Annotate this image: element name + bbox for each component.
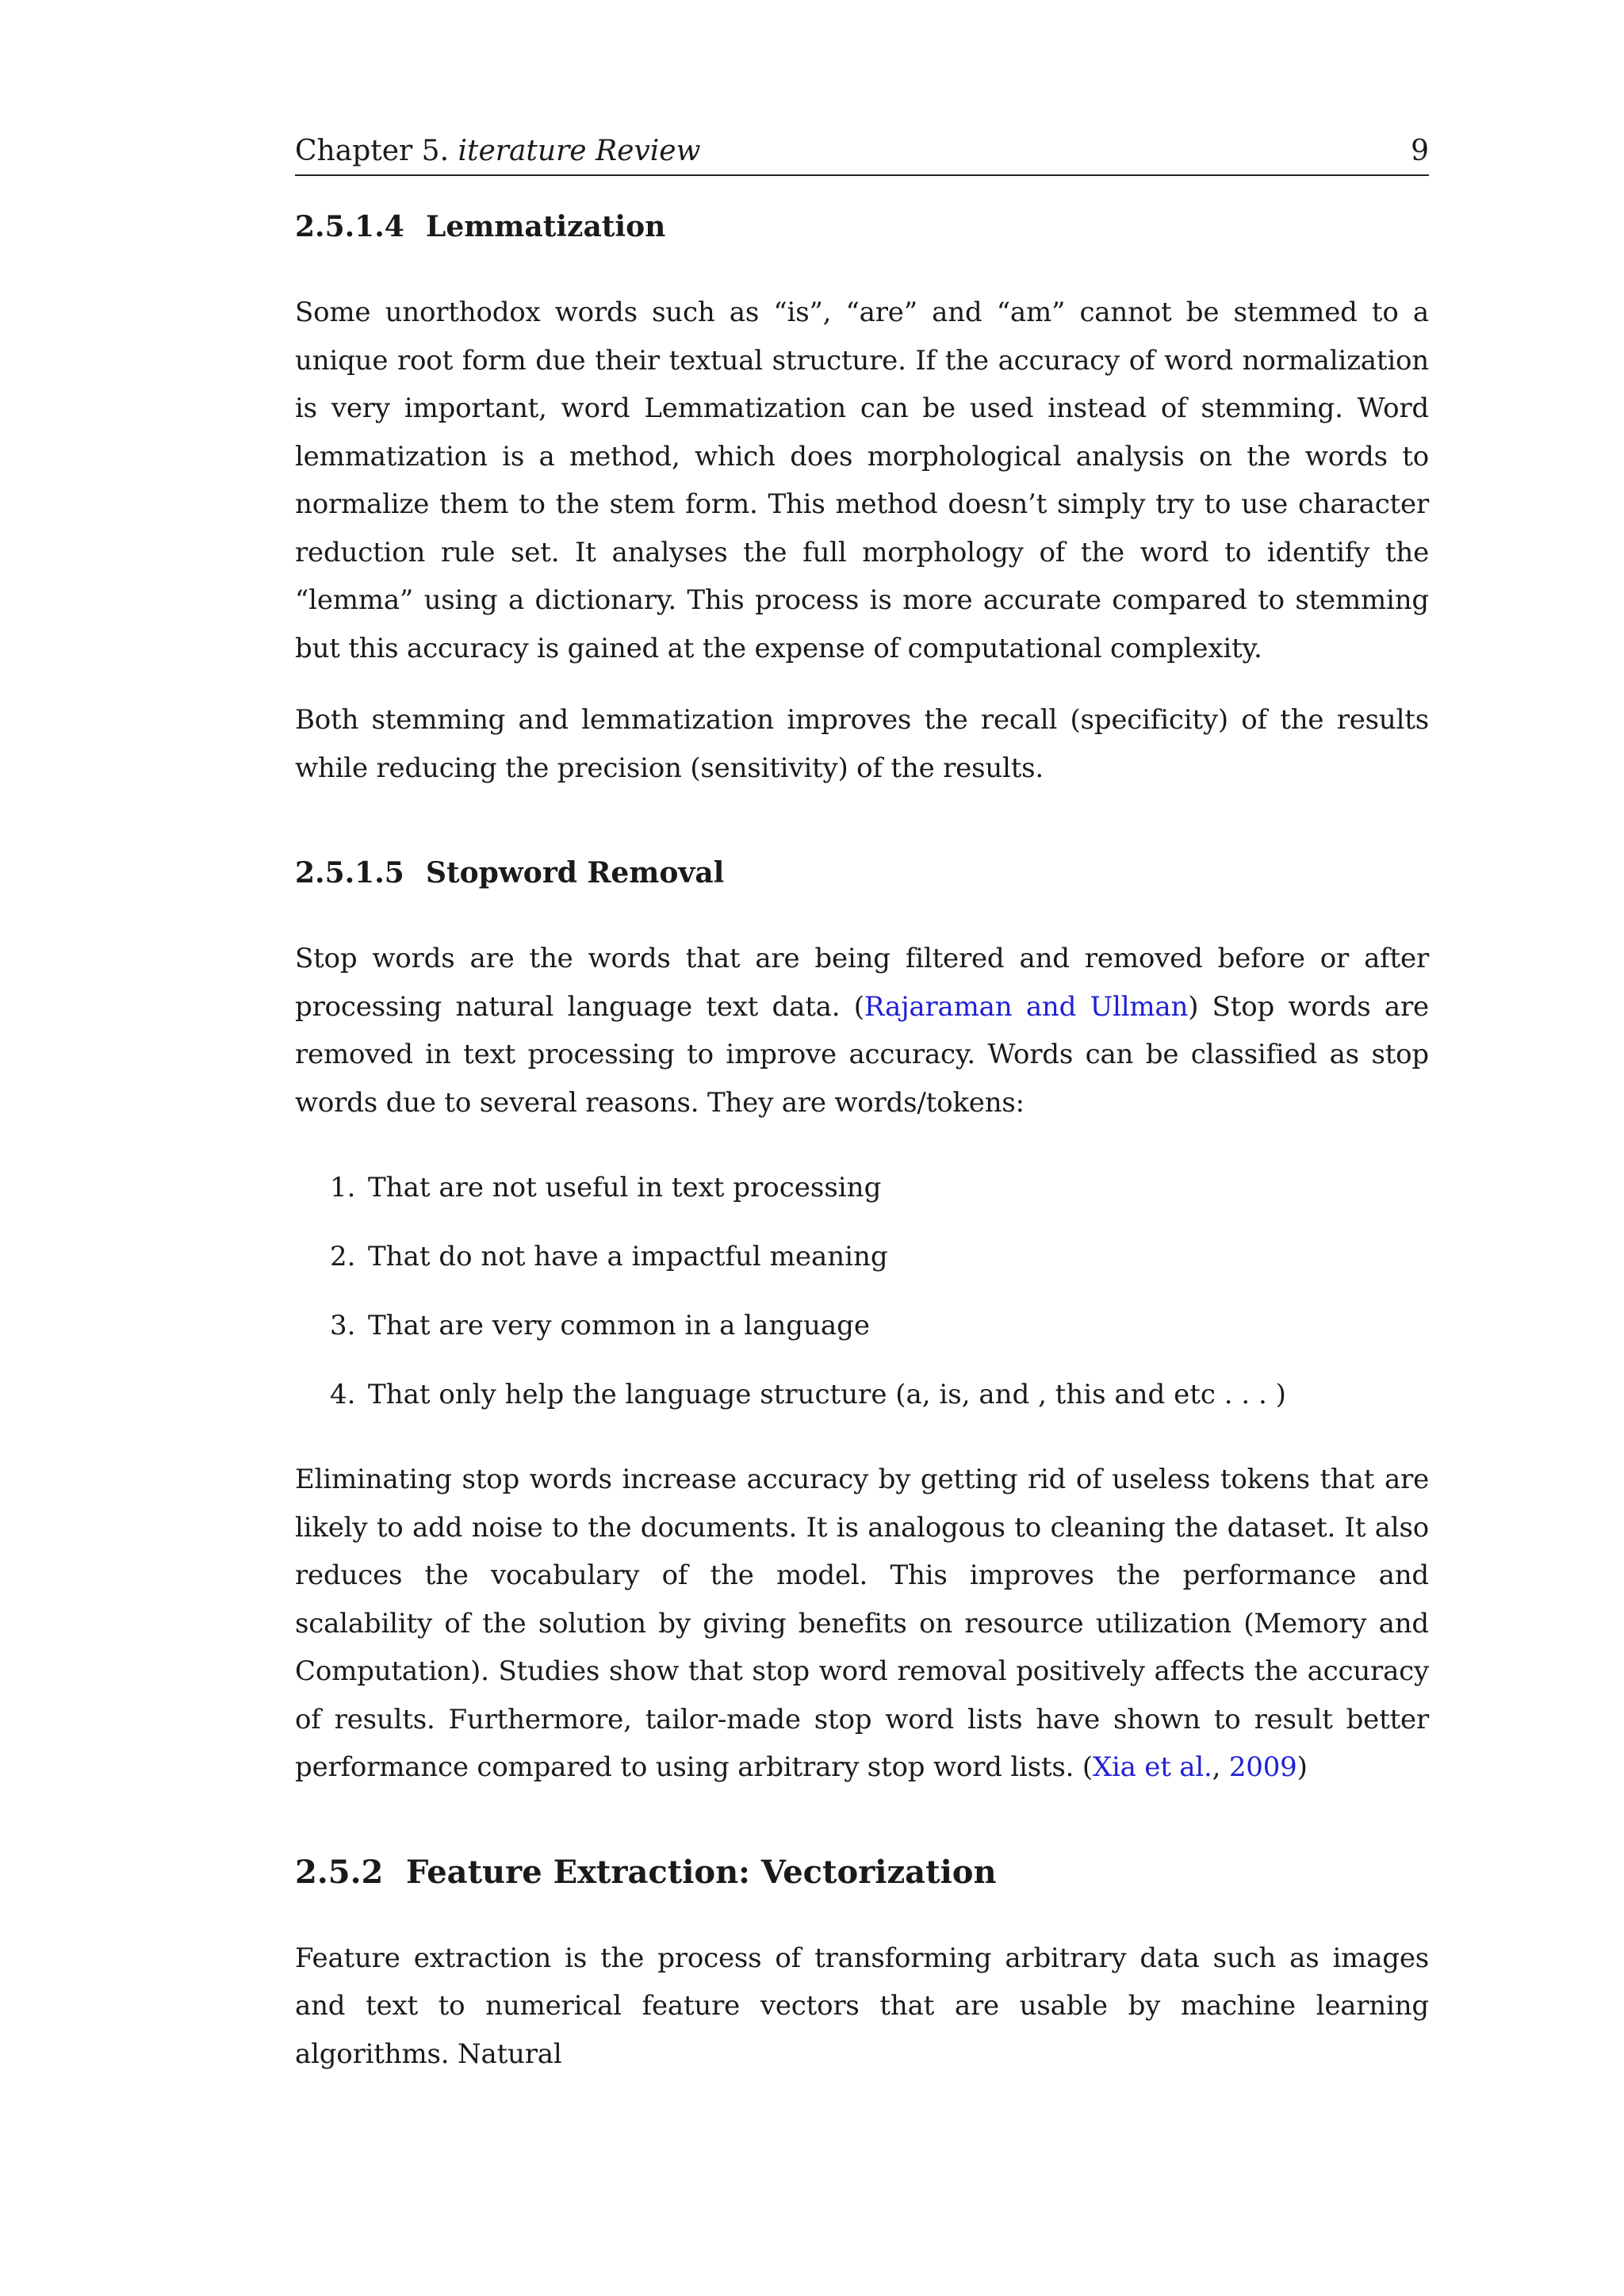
paper-page <box>295 128 1429 2078</box>
list-marker: 1. <box>330 1172 356 1203</box>
stopword-paragraph-1: Stop words are the words that are being filtered and removed before or after processing natural language text data. (Rajaraman and Ullman) Stop words are removed in text processing to improve accuracy. Words can be classified as stop words due to several reasons. They are words/tokens: <box>295 943 1429 1119</box>
feature-extraction-paragraph-1: Feature extraction is the process of transforming arbitrary data such as images and text to numerical feature vectors that are usable by machine learning algorithms. Natural <box>295 1942 1429 2070</box>
section-number: 2.5.1.5 <box>295 856 404 890</box>
lemmatization-paragraph-1: Some unorthodox words such as “is”, “are” and “am” cannot be stemmed to a unique root form due their textual structure. If the accuracy of word normalization is very important, word Lemmatization can be used instead of stemming. Word lemmatization is a method, which does morphological analysis on the words to normalize them to the stem form. This method doesn’t simply try to use character reduction rule set. It analyses the full morphology of the word to identify the “lemma” using a dictionary. This process is more accurate compared to stemming but this accuracy is gained at the expense of computational complexity. <box>295 297 1429 664</box>
section-title: Feature Extraction: Vectorization <box>406 1853 997 1891</box>
stopword-reasons-list <box>295 1168 1429 1414</box>
citation-year-2009[interactable]: 2009 <box>1228 1751 1297 1783</box>
list-item-text: That are not useful in text processing <box>368 1172 882 1203</box>
list-item <box>295 1168 1429 1207</box>
citation-rajaraman-ullman[interactable]: Rajaraman and Ullman <box>864 990 1189 1023</box>
lemmatization-paragraph-2: Both stemming and lemmatization improves the recall (specificity) of the results while reducing the precision (sensitivity) of the results. <box>295 704 1429 784</box>
section-number: 2.5.1.4 <box>295 210 404 243</box>
list-marker: 4. <box>330 1379 356 1410</box>
list-item-text: That are very common in a language <box>368 1310 871 1341</box>
section-title: Lemmatization <box>426 210 666 243</box>
list-marker: 3. <box>330 1310 356 1341</box>
section-number: 2.5.2 <box>295 1853 384 1891</box>
list-item <box>295 1306 1429 1345</box>
page-number: 9 <box>1411 135 1429 167</box>
stopword-paragraph-2: Eliminating stop words increase accuracy by getting rid of useless tokens that are likely to add noise to the documents. It is analogous to cleaning the dataset. It also reduces the vocabulary of the model. This improves the performance and scalability of the solution by giving benefits on resource utilization (Memory and Computation). Studies show that stop word removal positively affects the accuracy of results. Furthermore, tailor-made stop word lists have shown to result better performance compared to using arbitrary stop word lists. (Xia et al., 2009) <box>295 1464 1429 1783</box>
list-marker: 2. <box>330 1241 356 1272</box>
running-header-chapter: Chapter 5. iterature Review <box>295 135 701 167</box>
list-item <box>295 1375 1429 1414</box>
running-header <box>295 128 1429 176</box>
section-title: Stopword Removal <box>426 856 725 890</box>
list-item <box>295 1237 1429 1276</box>
heading-stopword-removal <box>295 852 1429 894</box>
heading-feature-extraction <box>295 1850 1429 1895</box>
chapter-title: iterature Review <box>458 135 701 167</box>
citation-xia-et-al[interactable]: Xia et al. <box>1092 1751 1212 1783</box>
list-item-text: That do not have a impactful meaning <box>368 1241 888 1272</box>
list-item-text: That only help the language structure (a, is, and , this and etc . . . ) <box>368 1379 1286 1410</box>
heading-lemmatization <box>295 206 1429 247</box>
